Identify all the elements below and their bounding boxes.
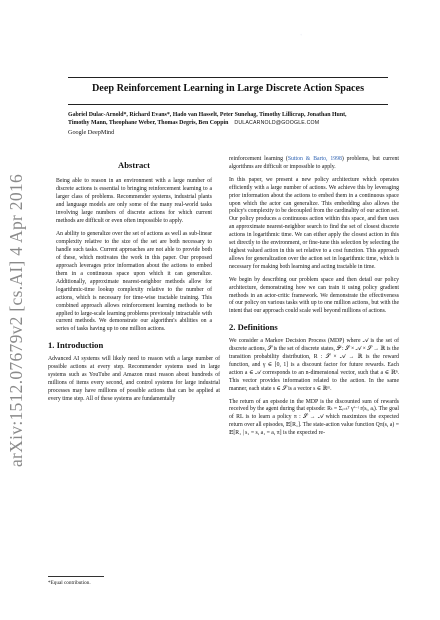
abstract-paragraph-2: An ability to generalize over the set of actions as well as sub-linear complexity relative to the size of the set are both necessary to handle such tasks. Current approaches are not able to provide both of these, which motivates the work in this paper. Our proposed approach leverages prior information about the actions to embed them in a continuous space upon which it can generalize. Additionally, approximate nearest-neighbor methods allow for logarithmic-time lookup complexity relative to the number of actions, which is necessary for time-wise tractable training. This combined approach allows reinforcement learning methods to be applied to large-scale learning problems previously intractable with current methods. We demonstrate our algorithm's abilities on a series of tasks having up to one million actions. xyxy=(56,231,212,333)
abstract-heading: Abstract xyxy=(118,160,150,170)
right-column xyxy=(229,156,399,443)
left-column xyxy=(48,156,220,409)
citation-link[interactable]: Sutton & Barto, 1998 xyxy=(287,156,342,162)
intro-cont-text-a: reinforcement learning ( xyxy=(229,156,288,162)
title-rule-top xyxy=(68,77,388,78)
abstract-paragraph-1: Being able to reason in an environment with a large number of discrete actions is essential to bringing reinforcement learning to a larger class of problems. Recommender systems, industrial plants and language models are only some of the many real-world tasks involving large numbers of discrete actions for which current methods are difficult or even often impossible to apply. xyxy=(56,178,212,224)
author-block xyxy=(68,112,398,128)
author-line-2-wrap xyxy=(68,120,398,128)
footnote-rule xyxy=(48,576,104,577)
introduction-paragraph: Advanced AI systems will likely need to reason with a large number of possible actions at every step. Recommender systems used in large systems such as YouTube and Amazon must reason about hundreds of millions of items every second, and control systems for large industrial processes may have millions of possible actions that can be applied at every time step. All of these systems are fundamentally xyxy=(48,356,220,402)
return-definition-paragraph: The return of an episode in the MDP is the discounted sum of rewards received by the agent during that episode: Rₜ = Σᵢ₌ₜᵀ γⁱ⁻ᵗ r(sᵢ, aᵢ). The goal of RL is to learn a policy π : 𝒮 → 𝒜 which maximizes the expected return over all episodes, 𝔼[R₁]. The state-action value function Qπ(s, a) = 𝔼[R₁ | s₁ = s, a₁ = a, π] is the expected re- xyxy=(229,398,399,437)
arxiv-identifier: arXiv:1512.07679v2 [cs.AI] 4 Apr 2016 xyxy=(5,173,26,467)
watermark: · xyxy=(297,29,306,42)
intro-cont-text-b: ) problems, but current algorithms are difficult or impossible to apply. xyxy=(229,156,400,170)
arxiv-side-banner xyxy=(3,140,29,500)
introduction-heading: 1. Introduction xyxy=(48,340,104,351)
mdp-definition-paragraph: We consider a Markov Decision Process (MDP) where 𝒜 is the set of discrete actions, 𝒮 is the set of discrete states, 𝒫 : 𝒮 × 𝒜 × 𝒮 → ℝ is the transition probability distribution, R : 𝒮 × 𝒜 → ℝ is the reward function, and γ ∈ [0, 1] is a discount factor for future rewards. Each action a ∈ 𝒜 corresponds to an n-dimensional vector, such that a ∈ ℝⁿ. This vector provides information related to the action. In the same manner, each state s ∈ 𝒮 is a vector s ∈ ℝᵐ. xyxy=(229,338,399,392)
paper-outline-paragraph: We begin by describing our problem space and then detail our policy architecture, demonstrating how we can train it using policy gradient methods in an actor-critic framework. We demonstrate the effectiveness of our policy on various tasks with up to one million actions, but with the intent that our approach could scale well beyond millions of actions. xyxy=(229,276,399,315)
affiliation: Google DeepMind xyxy=(68,129,115,136)
policy-architecture-paragraph: In this paper, we present a new policy architecture which operates efficiently with a large number of actions. We achieve this by leveraging prior information about the actions to embed them in a continuous space upon which the actor can generalize. This embedding also allows the policy's complexity to be decoupled from the cardinality of our action set. Our policy produces a continuous action within this space, and then uses an approximate nearest-neighbor search to find the set of closest discrete actions in logarithmic time. We can either apply the closest action in this set directly to the environment, or fine-tune this selection by selecting the highest valued action in this set relative to a cost function. This approach allows for generalization over the action set in logarithmic time, which is necessary for making both learning and acting tractable in time. xyxy=(229,176,399,270)
definitions-heading: 2. Definitions xyxy=(229,322,278,333)
contact-email: DULACARNOLD@GOOGLE.COM xyxy=(234,119,320,126)
title-rule-bottom xyxy=(68,104,388,105)
footnote: *Equal contribution. xyxy=(48,580,91,586)
author-line-2: Timothy Mann, Theophane Weber, Thomas Degris, Ben Coppin xyxy=(68,119,229,126)
intro-continuation xyxy=(229,156,399,172)
paper-title: Deep Reinforcement Learning in Large Discrete Action Spaces xyxy=(91,83,365,94)
author-line-1: Gabriel Dulac-Arnold*, Richard Evans*, Hado van Hasselt, Peter Sunehag, Timothy Lillicrap, Jonathan Hunt, xyxy=(68,112,347,118)
